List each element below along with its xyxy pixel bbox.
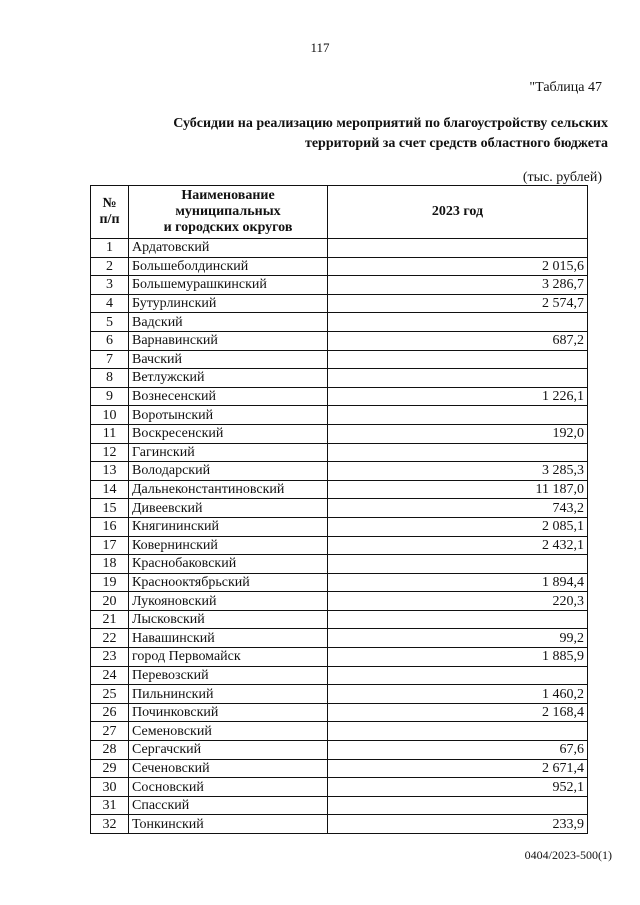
municipality-name: Семеновский — [129, 722, 328, 741]
municipality-name: Лукояновский — [129, 592, 328, 611]
subsidy-value: 1 460,2 — [328, 685, 588, 704]
row-number: 25 — [91, 685, 129, 704]
subsidy-value — [328, 722, 588, 741]
table-row — [91, 276, 588, 295]
table-row — [91, 815, 588, 834]
table-row — [91, 294, 588, 313]
subsidy-value: 11 187,0 — [328, 480, 588, 499]
municipality-name: Дальнеконстантиновский — [129, 480, 328, 499]
subsidy-value: 2 085,1 — [328, 517, 588, 536]
subsidy-value: 67,6 — [328, 741, 588, 760]
subsidy-value: 687,2 — [328, 331, 588, 350]
municipality-name: Вадский — [129, 313, 328, 332]
row-number: 17 — [91, 536, 129, 555]
row-number: 23 — [91, 648, 129, 667]
header-name — [129, 186, 328, 239]
municipality-name: Навашинский — [129, 629, 328, 648]
table-row — [91, 778, 588, 797]
municipality-name: Сергачский — [129, 741, 328, 760]
subsidy-value: 220,3 — [328, 592, 588, 611]
row-number: 27 — [91, 722, 129, 741]
row-number: 5 — [91, 313, 129, 332]
table-row — [91, 480, 588, 499]
table-row — [91, 387, 588, 406]
subsidies-table — [90, 185, 588, 834]
municipality-name: Володарский — [129, 462, 328, 481]
table-row — [91, 517, 588, 536]
row-number: 6 — [91, 331, 129, 350]
table-row — [91, 499, 588, 518]
municipality-name: Воротынский — [129, 406, 328, 425]
table-row — [91, 443, 588, 462]
row-number: 7 — [91, 350, 129, 369]
subsidy-value: 2 574,7 — [328, 294, 588, 313]
table-row — [91, 722, 588, 741]
row-number: 8 — [91, 369, 129, 388]
row-number: 29 — [91, 759, 129, 778]
header-name-line-1: Наименование — [181, 188, 275, 203]
municipality-name: Краснобаковский — [129, 555, 328, 574]
municipality-name: Гагинский — [129, 443, 328, 462]
subsidy-value: 2 432,1 — [328, 536, 588, 555]
subsidy-value: 952,1 — [328, 778, 588, 797]
table-row — [91, 573, 588, 592]
municipality-name: Воскресенский — [129, 424, 328, 443]
subsidy-value — [328, 369, 588, 388]
document-code: 0404/2023-500(1) — [524, 848, 612, 862]
subsidy-value: 743,2 — [328, 499, 588, 518]
document-title — [60, 114, 608, 154]
row-number: 11 — [91, 424, 129, 443]
municipality-name: Тонкинский — [129, 815, 328, 834]
table-row — [91, 796, 588, 815]
row-number: 24 — [91, 666, 129, 685]
table-row — [91, 257, 588, 276]
units-label: (тыс. рублей) — [522, 170, 602, 185]
subsidy-value — [328, 239, 588, 258]
municipality-name: Сеченовский — [129, 759, 328, 778]
municipality-name: Дивеевский — [129, 499, 328, 518]
row-number: 15 — [91, 499, 129, 518]
row-number: 4 — [91, 294, 129, 313]
row-number: 2 — [91, 257, 129, 276]
table-row — [91, 313, 588, 332]
municipality-name: город Первомайск — [129, 648, 328, 667]
municipality-name: Ардатовский — [129, 239, 328, 258]
table-caption: "Таблица 47 — [529, 80, 602, 95]
municipality-name: Ветлужский — [129, 369, 328, 388]
row-number: 13 — [91, 462, 129, 481]
table-row — [91, 406, 588, 425]
subsidy-value — [328, 796, 588, 815]
table-row — [91, 555, 588, 574]
table-row — [91, 703, 588, 722]
subsidy-value: 192,0 — [328, 424, 588, 443]
header-number — [91, 186, 129, 239]
row-number: 1 — [91, 239, 129, 258]
municipality-name: Большемурашкинский — [129, 276, 328, 295]
subsidy-value: 1 226,1 — [328, 387, 588, 406]
subsidy-value: 2 671,4 — [328, 759, 588, 778]
table-row — [91, 610, 588, 629]
document-title-line-1: Субсидии на реализацию мероприятий по благоустройству сельских — [173, 116, 608, 131]
subsidy-value: 233,9 — [328, 815, 588, 834]
table-row — [91, 462, 588, 481]
municipality-name: Вознесенский — [129, 387, 328, 406]
subsidy-value — [328, 555, 588, 574]
table-row — [91, 741, 588, 760]
row-number: 16 — [91, 517, 129, 536]
row-number: 19 — [91, 573, 129, 592]
row-number: 20 — [91, 592, 129, 611]
row-number: 18 — [91, 555, 129, 574]
header-name-line-2: муниципальных — [175, 204, 281, 219]
subsidy-value: 3 286,7 — [328, 276, 588, 295]
header-number-symbol: № — [102, 196, 117, 211]
municipality-name: Починковский — [129, 703, 328, 722]
table-row — [91, 239, 588, 258]
table-header-row — [91, 186, 588, 239]
row-number: 22 — [91, 629, 129, 648]
table-row — [91, 592, 588, 611]
table-row — [91, 536, 588, 555]
row-number: 3 — [91, 276, 129, 295]
municipality-name: Лысковский — [129, 610, 328, 629]
subsidy-value — [328, 666, 588, 685]
table-row — [91, 629, 588, 648]
municipality-name: Бутурлинский — [129, 294, 328, 313]
subsidy-value: 99,2 — [328, 629, 588, 648]
subsidy-value: 3 285,3 — [328, 462, 588, 481]
table-row — [91, 666, 588, 685]
subsidy-value — [328, 350, 588, 369]
row-number: 28 — [91, 741, 129, 760]
subsidy-value — [328, 406, 588, 425]
municipality-name: Княгининский — [129, 517, 328, 536]
row-number: 21 — [91, 610, 129, 629]
row-number: 12 — [91, 443, 129, 462]
municipality-name: Большеболдинский — [129, 257, 328, 276]
row-number: 31 — [91, 796, 129, 815]
subsidy-value — [328, 610, 588, 629]
municipality-name: Ковернинский — [129, 536, 328, 555]
municipality-name: Перевозский — [129, 666, 328, 685]
row-number: 10 — [91, 406, 129, 425]
row-number: 14 — [91, 480, 129, 499]
header-name-line-3: и городских округов — [163, 220, 293, 235]
municipality-name: Варнавинский — [129, 331, 328, 350]
subsidy-value: 1 885,9 — [328, 648, 588, 667]
row-number: 32 — [91, 815, 129, 834]
table-row — [91, 685, 588, 704]
header-number-abbr: п/п — [99, 212, 120, 227]
municipality-name: Краснооктябрьский — [129, 573, 328, 592]
table-row — [91, 331, 588, 350]
table-body — [91, 239, 588, 834]
row-number: 26 — [91, 703, 129, 722]
table-row — [91, 369, 588, 388]
row-number: 9 — [91, 387, 129, 406]
subsidy-value: 2 015,6 — [328, 257, 588, 276]
municipality-name: Сосновский — [129, 778, 328, 797]
table-row — [91, 759, 588, 778]
table-row — [91, 424, 588, 443]
subsidy-value — [328, 443, 588, 462]
document-title-line-2: территорий за счет средств областного бюджета — [304, 136, 608, 151]
municipality-name: Спасский — [129, 796, 328, 815]
row-number: 30 — [91, 778, 129, 797]
header-year: 2023 год — [328, 186, 588, 239]
table-row — [91, 350, 588, 369]
page-number: 117 — [310, 40, 330, 55]
municipality-name: Вачский — [129, 350, 328, 369]
subsidy-value — [328, 313, 588, 332]
table-row — [91, 648, 588, 667]
subsidy-value: 1 894,4 — [328, 573, 588, 592]
subsidy-value: 2 168,4 — [328, 703, 588, 722]
municipality-name: Пильнинский — [129, 685, 328, 704]
